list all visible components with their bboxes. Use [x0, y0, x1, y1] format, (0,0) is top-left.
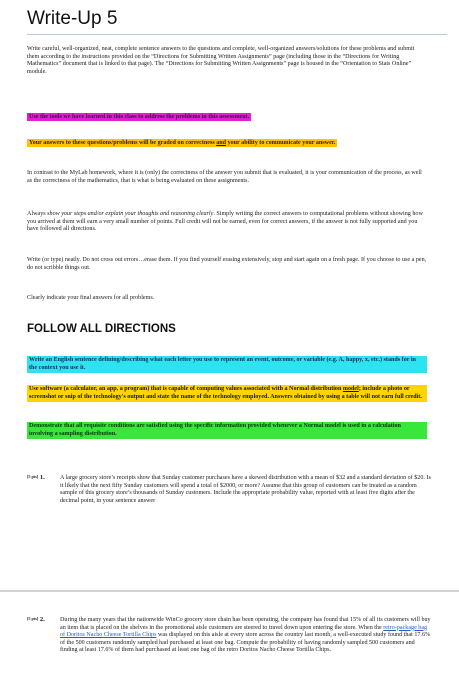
graded-and-underline: and — [216, 140, 227, 146]
follow-directions-heading: FOLLOW ALL DIRECTIONS — [27, 323, 176, 335]
tools-banner: Use the tools we have learned in this class to address the problems in this assessment. — [29, 114, 250, 120]
tools-banner-line — [27, 114, 427, 122]
always-emphasis: show your steps and/or explain your thoughts and reasoning clearly — [47, 211, 214, 217]
clearly-paragraph: Clearly indicate your final answers for all problems. — [27, 295, 155, 301]
graded-banner: Your answers to these questions/problems will be graded on correctness and your ability to communicate your answer. — [29, 140, 336, 146]
direction-letters-box: Write an English sentence defining/describing what each letter you use to represent an event, outcome, or variable (e.g. A, happy, x, etc.) stands for in the context you use it. — [27, 356, 427, 373]
question-2-points: [5 pts] — [27, 616, 39, 621]
question-2-number: 2. — [39, 616, 45, 623]
question-1 — [27, 473, 432, 505]
question-1-number: 1. — [39, 474, 45, 481]
question-2 — [27, 615, 432, 655]
question-2-text: During the many years that the nationwide WinCo grocery store chain has been operating, the company has found that 15% of all its customers will buy an item that is placed on the shelves in the promotional aisle customers are steered to travel down upon entering the store. When the retro-package bag of Doritos Nacho Cheese Tortilla Chips was displayed on this aisle at every store across the country last month, a well-executed study found that 17.6% of the 500 customers randomly sampled had purchased at least one bag. Compute the probability of having randomly sampled 500 customers and finding at least 17.6% of them had purchased at least one bag of the retro Doritos Nacho Cheese Tortilla Chips. — [60, 617, 431, 654]
neatly-paragraph: Write (or type) neatly. Do not cross out errors…erase them. If you find yourself erasing extensively, stop and start again on a fresh page. If you choose to use a pen, do not scribble things out. — [27, 257, 427, 271]
direction-conditions-box: Demonstrate that all requisite conditions are satisfied using the specific information provided whenever a Normal model is used in a calculation involving a sampling distribution. — [27, 422, 427, 439]
question-1-points: [5 pts] — [27, 474, 39, 479]
model-underline: model — [342, 386, 359, 392]
page-break — [0, 590, 459, 592]
title-rule — [27, 34, 447, 35]
intro-paragraph: Write careful, well-organized, neat, complete sentence answers to the questions and complete, well-organized answers/solutions for these problems and submit them according to the instructions provided on the “Directions for Submitting Written Assignments” page (including those in the “Directions for Writing Mathematics” document that is linked to that page). The “Directions for Submitting Written Assignments” page is housed in the “Orientation to Stats Online” module. — [27, 46, 415, 75]
always-paragraph: Always show your steps and/or explain your thoughts and reasoning clearly. Simply writing the correct answers to computational problems without showing how you arrived at them will earn a very small number of points. Full credit will not be earned, even for correct answers, if the answer is not fully supported and you have followed all directions. — [27, 211, 423, 233]
direction-software-box: Use software (a calculator, an app, a program) that is capable of computing values associated with a Normal distribution model; include a photo or screenshot or snip of the technology's output and state the name of the technology employed. Answers obtained by using a table will not earn full credit. — [27, 385, 427, 402]
mylab-paragraph: In contrast to the MyLab homework, where it is (only) the correctness of the answer you submit that is evaluated, it is your communication of the process, as well as the correctness of the mathematics, that is what is being evaluated on these assignments. — [27, 170, 422, 184]
graded-banner-line — [27, 140, 427, 148]
doritos-link[interactable]: retro-package bag of Doritos Nacho Cheese Tortilla Chips — [60, 624, 428, 639]
page-title: Write-Up 5 — [27, 8, 118, 29]
question-1-text: A large grocery store’s receipts show that Sunday customer purchases have a skewed distribution with a mean of $32 and a standard deviation of $20. Is it likely that the next fifty Sunday customers will spend a total of $2000, or more? Assume that this group of customers can be treated as a random sample of this grocery store’s thousands of Sunday customers. Include the appropriate probability value, reported with at least five digits after the decimal point, in your sentence answer — [60, 475, 431, 504]
